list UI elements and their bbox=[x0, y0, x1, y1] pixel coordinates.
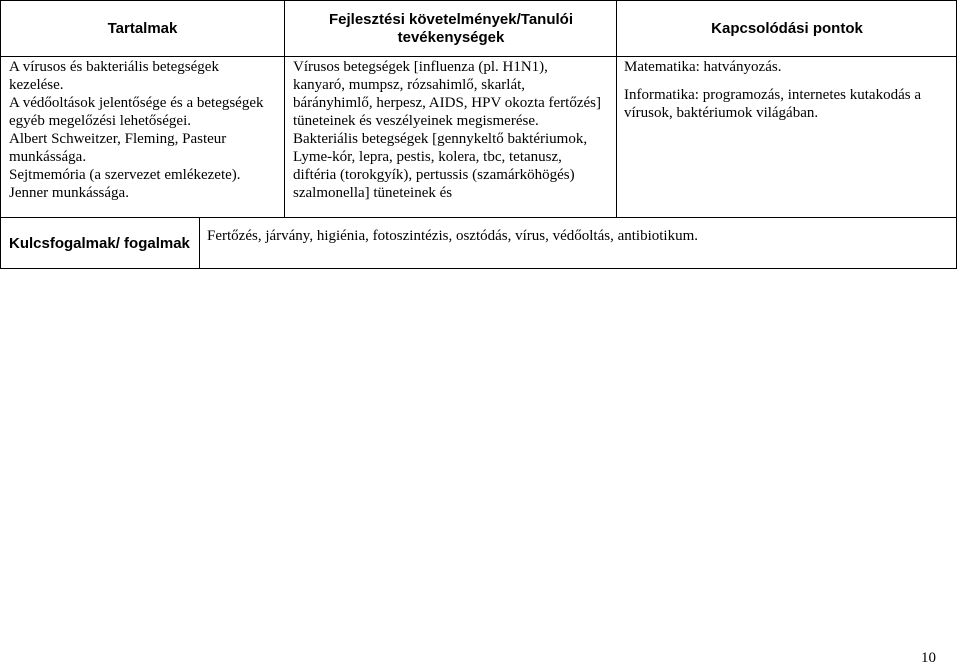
kulcsfogalmak-label: Kulcsfogalmak/ fogalmak bbox=[9, 235, 190, 252]
header-row-divider bbox=[1, 56, 957, 57]
header-fejlesztesi: Fejlesztési követelmények/Tanulói tevékenységek bbox=[329, 11, 573, 46]
page-number: 10 bbox=[921, 650, 936, 666]
curriculum-table bbox=[0, 0, 957, 269]
header-kapcsolodasi: Kapcsolódási pontok bbox=[711, 20, 863, 37]
table-bottom-border bbox=[1, 268, 957, 269]
cell-kapcsolodasi bbox=[624, 58, 949, 217]
kulcsfogalmak-text: Fertőzés, járvány, higiénia, fotoszintézis, osztódás, vírus, védőoltás, antibiotikum. bbox=[207, 228, 699, 244]
kulcs-col-divider bbox=[199, 217, 200, 269]
tartalmak-line: Jenner munkássága. bbox=[9, 185, 129, 201]
kapcsolodasi-line: Informatika: programozás, internetes kutakodás a vírusok, baktériumok világában. bbox=[624, 87, 921, 121]
tartalmak-line: A védőoltások jelentősége és a betegségek egyéb megelőzési lehetőségei. bbox=[9, 95, 264, 129]
tartalmak-line: Sejtmemória (a szervezet emlékezete). bbox=[9, 167, 241, 183]
col-divider-right bbox=[956, 1, 957, 269]
cell-tartalmak bbox=[9, 58, 277, 217]
kapcsolodasi-line: Matematika: hatványozás. bbox=[624, 59, 782, 75]
header-tartalmak: Tartalmak bbox=[107, 20, 178, 37]
col-divider-1 bbox=[284, 1, 285, 218]
fejlesztesi-paragraph: Vírusos betegségek [influenza (pl. H1N1), kanyaró, mumpsz, rózsahimlő, skarlát, bárányhimlő, herpesz, AIDS, HPV okozta fertőzés] tüneteinek és veszélyeinek megismerése. bbox=[293, 59, 601, 129]
tartalmak-line: Albert Schweitzer, Fleming, Pasteur munkássága. bbox=[9, 131, 227, 165]
kulcs-row-divider bbox=[1, 217, 957, 218]
tartalmak-line: A vírusos és bakteriális betegségek kezelése. bbox=[9, 59, 219, 93]
cell-fejlesztesi bbox=[293, 58, 603, 217]
fejlesztesi-paragraph: Bakteriális betegségek [gennykeltő baktériumok, Lyme-kór, lepra, pestis, kolera, tbc, tetanusz, diftéria (torokgyík), pertussis (szamárköhögés) szalmonella] tüneteinek és bbox=[293, 131, 588, 201]
